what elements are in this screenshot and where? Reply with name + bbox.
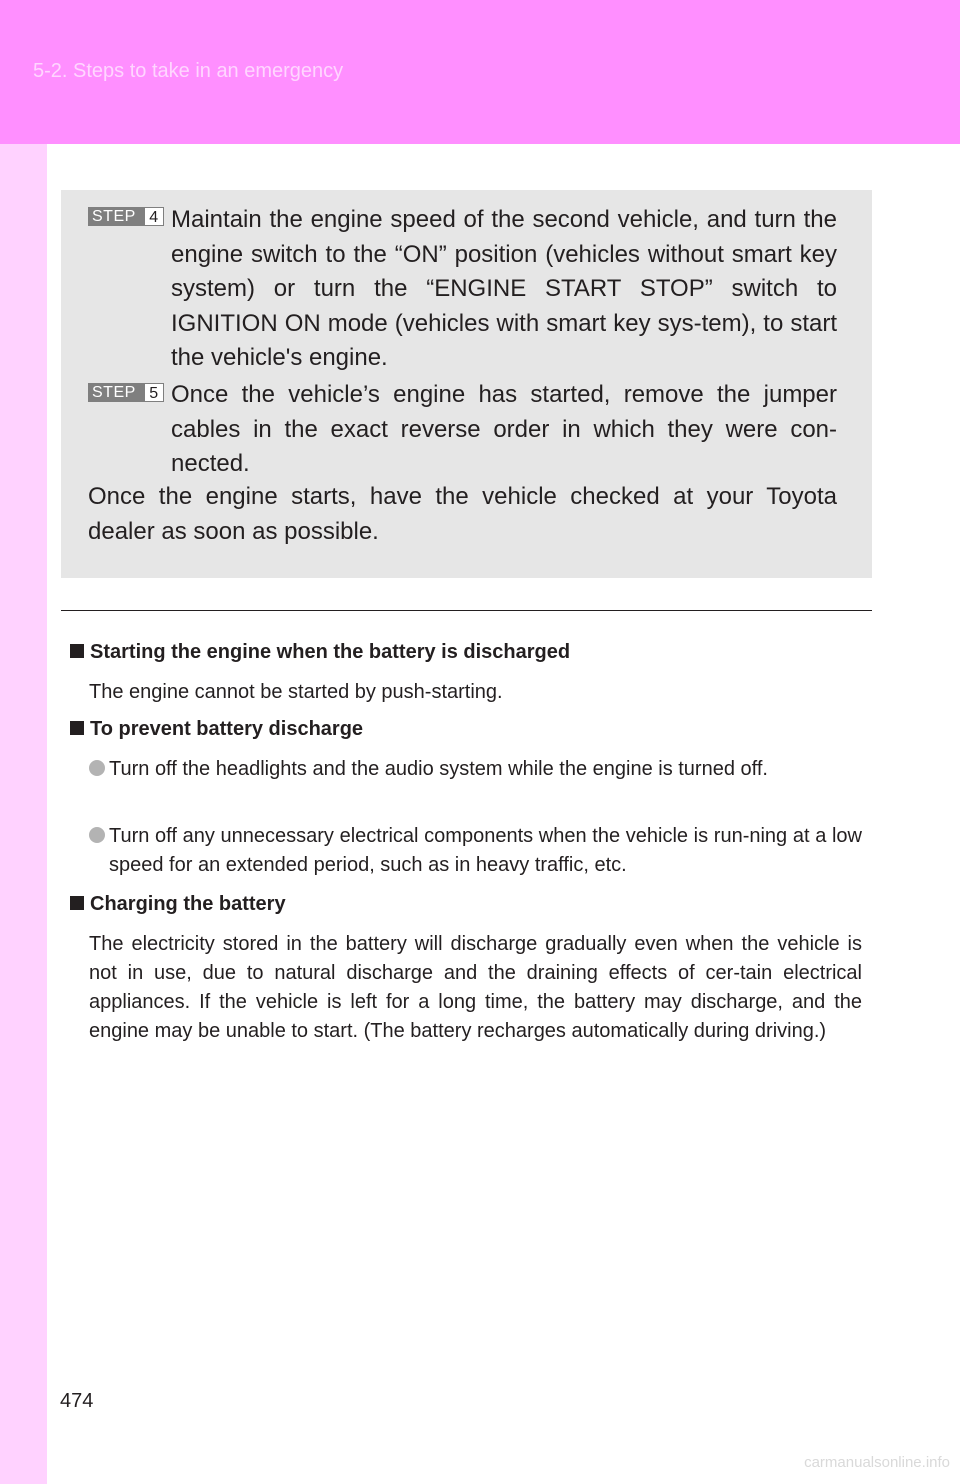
heading-text: To prevent battery discharge [90, 718, 364, 740]
side-band [0, 144, 47, 1484]
step-badge-word: STEP [88, 383, 145, 402]
square-bullet-icon [70, 721, 84, 735]
heading-prevent [70, 718, 363, 741]
step-badge-word: STEP [88, 207, 145, 226]
heading-discharged [70, 641, 570, 664]
step-badge-number: 5 [145, 383, 164, 402]
step-5-text: Once the vehicle’s engine has started, remove the jumper cables in the exact reverse order in which they were con-nected. [171, 381, 837, 477]
body-charging: The electricity stored in the battery will discharge gradually even when the vehicle is not in use, due to natural discharge and the draining effects of cer-tain electrical appliances. If the vehicle is left for a long time, the battery may discharge, and the engine may be unable to start. (The battery recharges automatically during driving.) [89, 933, 862, 1042]
step-4-badge [88, 207, 164, 226]
heading-text: Starting the engine when the battery is discharged [90, 641, 571, 663]
bullet-item [89, 755, 862, 784]
square-bullet-icon [70, 896, 84, 910]
bullet-text: Turn off the headlights and the audio system while the engine is turned off. [109, 758, 768, 780]
watermark: carmanualsonline.info [804, 1454, 950, 1471]
step-4-text: Maintain the engine speed of the second vehicle, and turn the engine switch to the “ON” position (vehicles without smart key system) or turn the “ENGINE START STOP” switch to IGNITION ON mode (vehicles with smart key sys-tem), to start the vehicle's engine. [171, 206, 837, 371]
heading-text: Charging the battery [90, 893, 286, 915]
circle-bullet-icon [89, 760, 105, 776]
heading-charging [70, 893, 286, 916]
steps-note: Once the engine starts, have the vehicle checked at your Toyota dealer as soon as possible. [88, 483, 837, 545]
bullet-item [89, 822, 862, 880]
body-discharged: The engine cannot be started by push-starting. [89, 681, 503, 703]
page-number: 474 [60, 1390, 94, 1412]
circle-bullet-icon [89, 827, 105, 843]
bullet-text: Turn off any unnecessary electrical components when the vehicle is run-ning at a low speed for an extended period, such as in heavy traffic, etc. [109, 825, 862, 876]
square-bullet-icon [70, 644, 84, 658]
section-title: 5-2. Steps to take in an emergency [33, 60, 344, 82]
step-5-badge [88, 383, 164, 402]
step-badge-number: 4 [145, 207, 164, 226]
divider-rule [61, 610, 872, 611]
